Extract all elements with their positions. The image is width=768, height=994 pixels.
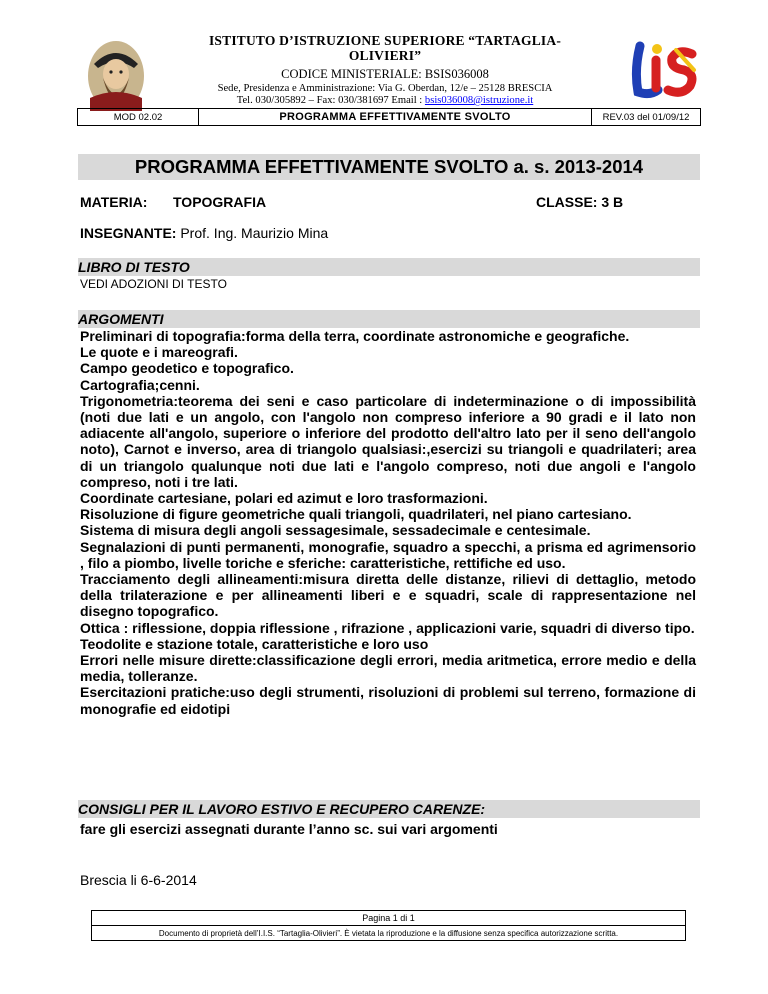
- module-code: MOD 02.02: [77, 108, 199, 126]
- libro-text: VEDI ADOZIONI DI TESTO: [80, 277, 227, 291]
- module-title: PROGRAMMA EFFETTIVAMENTE SVOLTO: [199, 108, 591, 126]
- module-row: [77, 108, 701, 126]
- institute-title: ISTITUTO D’ISTRUZIONE SUPERIORE “TARTAGLIA- OLIVIERI”: [208, 33, 562, 63]
- argomento-paragraph: Risoluzione di figure geometriche quali triangoli, quadrilateri, nel piano cartesiano.: [80, 506, 632, 523]
- insegnante-label: INSEGNANTE:: [80, 225, 177, 241]
- address-line: Sede, Presidenza e Amministrazione: Via G. Oberdan, 12/e – 25128 BRESCIA: [217, 83, 553, 94]
- program-title: PROGRAMMA EFFETTIVAMENTE SVOLTO a. s. 2013-2014: [78, 154, 700, 180]
- argomento-paragraph: Teodolite e stazione totale, caratteristiche e loro uso: [80, 635, 429, 652]
- argomento-paragraph: Errori nelle misure dirette:classificazione degli errori, media aritmetica, errore medio e della media, tolleranze.: [80, 652, 696, 685]
- date-line: Brescia li 6-6-2014: [80, 872, 197, 888]
- copyright-notice: Documento di proprietà dell’I.I.S. “Tartaglia-Olivieri”. È vietata la riproduzione e la diffusione senza specifica autorizzazione scritta.: [91, 925, 686, 941]
- argomenti-heading: ARGOMENTI: [78, 310, 700, 328]
- libro-heading: LIBRO DI TESTO: [78, 258, 700, 276]
- portrait-image: [86, 38, 146, 112]
- argomento-paragraph: Cartografia;cenni.: [80, 376, 200, 393]
- consigli-heading: CONSIGLI PER IL LAVORO ESTIVO E RECUPERO CARENZE:: [78, 800, 700, 818]
- contact-line: Tel. 030/305892 – Fax: 030/381697 Email : bsis036008@istruzione.it: [236, 95, 534, 106]
- page-number: Pagina 1 di 1: [91, 910, 686, 925]
- argomento-paragraph: Preliminari di topografia:forma della terra, coordinate astronomiche e geografiche.: [80, 328, 630, 344]
- module-revision: REV.03 del 01/09/12: [591, 108, 701, 126]
- argomento-paragraph: Coordinate cartesiane, polari ed azimut e loro trasformazioni.: [80, 490, 488, 507]
- argomento-paragraph: Sistema di misura degli angoli sessagesimale, sessadecimale e centesimale.: [80, 522, 591, 539]
- consigli-text: fare gli esercizi assegnati durante l’anno sc. sui vari argomenti: [80, 821, 498, 837]
- materia-label: MATERIA:: [80, 194, 148, 210]
- ministerial-code: CODICE MINISTERIALE: BSIS036008: [281, 67, 489, 81]
- argomento-paragraph: Le quote e i mareografi.: [80, 344, 238, 361]
- materia-value: TOPOGRAFIA: [173, 194, 267, 210]
- argomenti-list: [80, 328, 696, 717]
- school-logo: [630, 40, 702, 100]
- classe-label: CLASSE: 3 B: [536, 194, 624, 210]
- argomento-paragraph: Campo geodetico e topografico.: [80, 360, 294, 377]
- insegnante-line: [80, 225, 328, 241]
- argomento-paragraph: Tracciamento degli allineamenti:misura diretta delle distanze, rilievi di dettaglio, metodo della trilaterazione e per allineamenti liberi e e squadri, scale di rappresentazione nel disegno topografico.: [80, 571, 696, 620]
- argomento-paragraph: Ottica : riflessione, doppia riflessione , rifrazione , applicazioni varie, squadri di diverso tipo.: [80, 619, 695, 636]
- insegnante-value: Prof. Ing. Maurizio Mina: [176, 225, 329, 241]
- argomento-paragraph: Trigonometria:teorema dei seni e caso particolare di indeterminazione o di impossibilità (noti due lati e un angolo, con l'angolo non compreso inferiore a 90 gradi e il lato non adiacente all'angolo, superiore o inferiore del prodotto dell'altro lato per il seno dell'angolo noto), Carnot e inverso, area di triangolo qualsiasi:,esercizi su triangoli e quadrilateri; area di un triangolo qualunque noti due lati e l'angolo compreso, noti due angoli e l'angolo compreso, noti i tre lati.: [80, 392, 696, 490]
- argomento-paragraph: Esercitazioni pratiche:uso degli strumenti, risoluzioni di problemi sul terreno, formazione di monografie ed eidotipi: [80, 684, 696, 717]
- argomento-paragraph: Segnalazioni di punti permanenti, monografie, squadro a specchi, a prisma ed agrimensorio , filo a piombo, livelle toriche e sferiche: caratteristiche, rettifiche ed uso.: [80, 538, 696, 571]
- email-link[interactable]: bsis036008@istruzione.it: [424, 95, 534, 106]
